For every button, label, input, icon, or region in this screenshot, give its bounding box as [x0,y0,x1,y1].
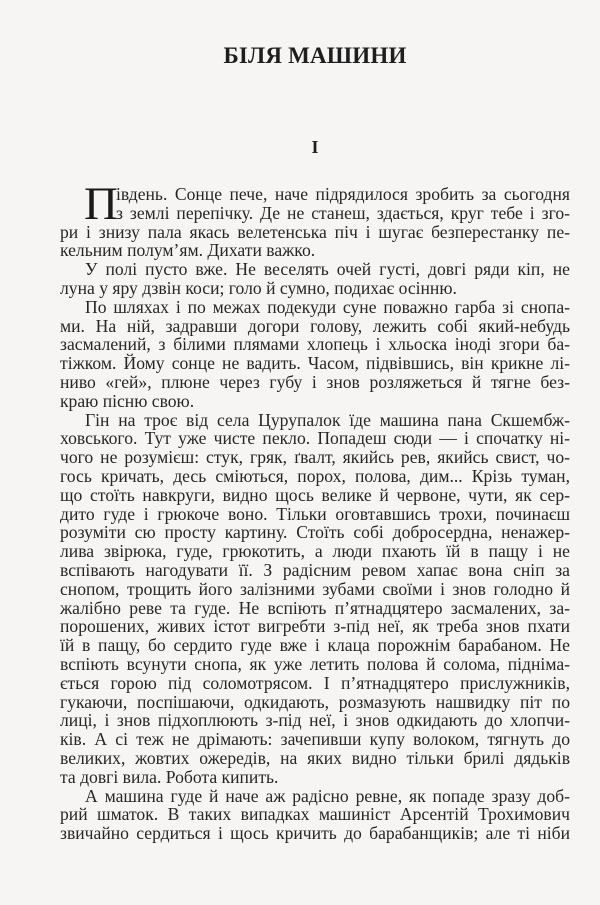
text-line: А машина гуде й наче аж радісно ревне, як попаде зразу доб- [85,785,570,806]
text-line: лиці, і знов підхоплюють з-під неї, і знов одкидають до хлопчи- [60,710,570,731]
text-line: снопом, трощить його залізними зубами своїми і знов голодно й [60,578,570,599]
text-line: лива звірюка, гуде, грюкотить, а люди пхають їй в пащу і не [60,541,570,562]
text-line: ків. А сі теж не дрімають: зачепивши купу волоком, тягнуть до [60,729,570,750]
text-line: дито гуде і грюкоче воно. Тільки оговтавшись трохи, починаєш [60,503,570,524]
text-line: жалібно реве та гуде. Не вспіють п’ятнадцятеро засмалених, за- [60,597,570,618]
page-title: БІЛЯ МАШИНИ [223,43,407,68]
paragraph [60,787,570,843]
text-line: луна у яру дзвін коси; голо й сумно, подихає осінню. [60,277,457,298]
text-line: звичайно сердиться і щось кричить до барабанщиків; але ті ніби [60,823,570,844]
paragraph [60,178,570,261]
text-line: що стоїть навкруги, видно щось велике й червоне, чути, як сер- [60,484,570,505]
text-line: вспівають нагодувати її. З радісним ревом хапає вона сніп за [60,559,570,580]
text-line: розуміти сю просту картину. Стоїть собі добросердна, ненажер- [60,522,570,543]
text-line: та довгі вила. Робота кипить. [60,766,279,787]
text-line: ється горою під соломотрясом. І п’ятнадцятеро прислужників, [60,672,570,693]
text-line: порошених, живих істот вигребти з-під неї, як треба знов пхати [60,616,570,637]
text-line: У полі пусто вже. Не веселять очей густі, довгі ряди кіп, не [85,259,570,280]
text-line: гукаючи, поспішаючи, одкидають, розмазують нашвидку піт по [60,691,570,712]
text-line: засмалений, з білими плямами хлопець і хльоска іноді згори ба- [60,334,570,355]
text-line: великих, жовтих ожередів, на яких видно тільки брилі дядьків [60,747,570,768]
drop-cap: П [84,178,118,230]
text-line: вспіють всунути снопа, як уже летить полова й солома, підніма- [60,653,570,674]
paragraph [60,411,570,787]
text-line: кельним полум’ям. Дихати важко. [60,240,316,261]
text-line: рий шматок. В таких випадках машиніст Арсентій Трохимович [60,804,570,825]
text-line: з землі перепічку. Де не станеш, здається, круг тебе і зго- [116,202,570,223]
text-line: ховського. Тут уже чисте пекло. Попадеш сюди — і спочатку ні- [60,428,570,449]
chapter-number: І [311,137,319,157]
text-line: ниво «гей», плюне через губу і знов розляжеться й тягне без- [60,371,570,392]
text-line: гось кричать, десь сміються, порох, полова, дим... Крізь туман, [60,465,570,486]
text-line: чого не розумієш: стук, гряк, ґвалт, якийсь рев, якийсь свист, чо- [60,447,570,468]
text-line: Гін на троє від села Цурупалок їде машина пана Скшембж- [85,409,570,430]
text-line: ми. На ній, задравши догори голову, лежить собі який-небудь [60,315,570,336]
text-line: їй в пащу, бо сердито гуде вже і клаца порожнім барабаном. Не [60,635,570,656]
paragraph [60,260,570,298]
text-line: ри і знизу пала якась велетенська піч і шугає безперестанку пе- [60,221,570,242]
text-line: По шляхах і по межах подекуди суне поважно гарба зі снопа- [85,296,570,317]
text-line: тіжком. Йому сонце не вадить. Часом, підвівшись, він крикне лі- [60,353,570,374]
paragraph [60,298,570,411]
body-text [60,178,570,844]
text-line: івдень. Сонце пече, наче підрядилося зробить за сьогодня [116,184,570,204]
text-line: краю пісню свою. [60,390,195,411]
